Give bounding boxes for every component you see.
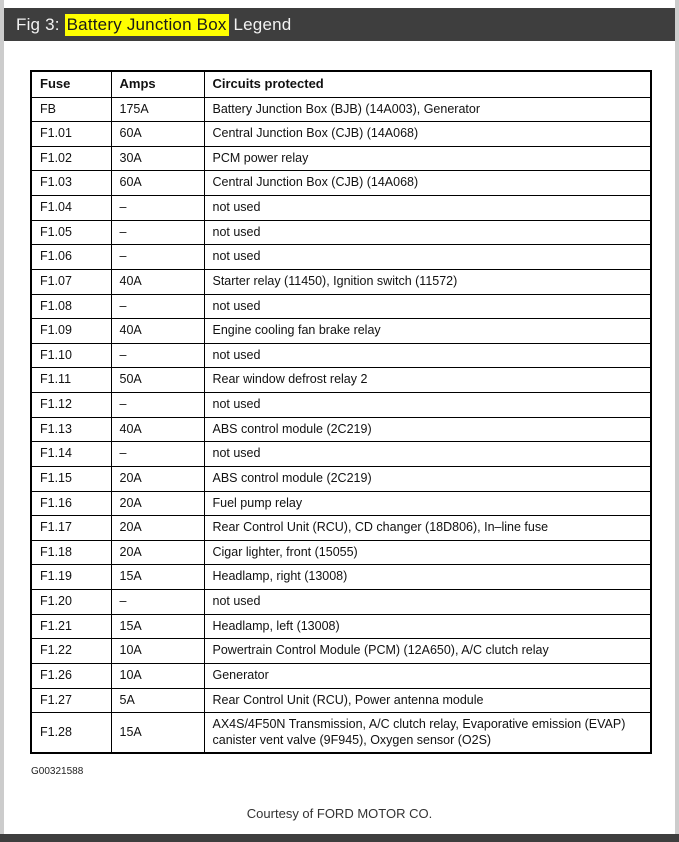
table-cell: PCM power relay — [204, 146, 651, 171]
table-cell: F1.03 — [31, 171, 111, 196]
table-row — [31, 688, 651, 713]
figure-title-suffix: Legend — [228, 14, 292, 34]
table-cell: Cigar lighter, front (15055) — [204, 540, 651, 565]
table-cell: Rear window defrost relay 2 — [204, 368, 651, 393]
table-cell: not used — [204, 196, 651, 221]
table-cell: FB — [31, 97, 111, 122]
column-header-amps: Amps — [111, 71, 204, 97]
table-cell: not used — [204, 343, 651, 368]
table-cell: 15A — [111, 565, 204, 590]
table-row — [31, 639, 651, 664]
table-row — [31, 220, 651, 245]
table-cell: F1.04 — [31, 196, 111, 221]
table-cell: F1.22 — [31, 639, 111, 664]
table-cell: F1.12 — [31, 393, 111, 418]
table-cell: 20A — [111, 466, 204, 491]
table-cell: 20A — [111, 491, 204, 516]
table-cell: F1.14 — [31, 442, 111, 467]
table-cell: F1.01 — [31, 122, 111, 147]
table-cell: Engine cooling fan brake relay — [204, 319, 651, 344]
courtesy-note: Courtesy of FORD MOTOR CO. — [246, 806, 433, 821]
table-cell: 175A — [111, 97, 204, 122]
table-cell: Generator — [204, 663, 651, 688]
table-cell: Fuel pump relay — [204, 491, 651, 516]
fuse-legend-table-wrap — [30, 70, 652, 754]
table-row — [31, 343, 651, 368]
fuse-table — [30, 70, 652, 754]
table-cell: F1.16 — [31, 491, 111, 516]
figure-title-bar — [4, 8, 675, 41]
table-row — [31, 491, 651, 516]
table-row — [31, 516, 651, 541]
table-cell: F1.26 — [31, 663, 111, 688]
table-cell: 60A — [111, 171, 204, 196]
table-cell: – — [111, 343, 204, 368]
table-cell: F1.18 — [31, 540, 111, 565]
table-cell: Headlamp, left (13008) — [204, 614, 651, 639]
table-row — [31, 245, 651, 270]
column-header-fuse: Fuse — [31, 71, 111, 97]
table-cell: F1.07 — [31, 269, 111, 294]
table-cell: 20A — [111, 516, 204, 541]
figure-id: G00321588 — [31, 766, 84, 777]
page-edge-left — [0, 0, 4, 842]
table-cell: Battery Junction Box (BJB) (14A003), Generator — [204, 97, 651, 122]
table-cell: not used — [204, 442, 651, 467]
table-row — [31, 393, 651, 418]
table-cell: F1.13 — [31, 417, 111, 442]
table-cell: F1.08 — [31, 294, 111, 319]
fuse-table-header — [31, 71, 651, 97]
table-cell: Central Junction Box (CJB) (14A068) — [204, 171, 651, 196]
table-row — [31, 590, 651, 615]
table-cell: Starter relay (11450), Ignition switch (11572) — [204, 269, 651, 294]
bottom-bar — [0, 834, 679, 842]
table-cell: not used — [204, 294, 651, 319]
table-cell: F1.11 — [31, 368, 111, 393]
table-cell: not used — [204, 220, 651, 245]
table-row — [31, 466, 651, 491]
table-cell: 10A — [111, 663, 204, 688]
table-row — [31, 171, 651, 196]
table-cell: F1.15 — [31, 466, 111, 491]
figure-title-prefix: Fig 3: — [16, 14, 65, 34]
table-row — [31, 146, 651, 171]
table-cell: 40A — [111, 319, 204, 344]
table-cell: 60A — [111, 122, 204, 147]
table-cell: 5A — [111, 688, 204, 713]
table-row — [31, 196, 651, 221]
table-cell: – — [111, 245, 204, 270]
table-cell: F1.10 — [31, 343, 111, 368]
table-cell: ABS control module (2C219) — [204, 466, 651, 491]
table-cell: – — [111, 220, 204, 245]
table-cell: Rear Control Unit (RCU), Power antenna module — [204, 688, 651, 713]
table-cell: 15A — [111, 713, 204, 754]
table-cell: not used — [204, 245, 651, 270]
page-edge-right — [675, 0, 679, 842]
table-cell: 15A — [111, 614, 204, 639]
table-row — [31, 565, 651, 590]
table-cell: – — [111, 294, 204, 319]
table-row — [31, 713, 651, 754]
table-row — [31, 663, 651, 688]
search-highlight: Battery Junction Box — [66, 14, 227, 34]
table-row — [31, 614, 651, 639]
table-cell: not used — [204, 393, 651, 418]
table-cell: 10A — [111, 639, 204, 664]
table-cell: 40A — [111, 417, 204, 442]
table-row — [31, 540, 651, 565]
table-cell: – — [111, 196, 204, 221]
table-cell: F1.06 — [31, 245, 111, 270]
table-cell: AX4S/4F50N Transmission, A/C clutch relay, Evaporative emission (EVAP) canister vent valve (9F945), Oxygen sensor (O2S) — [204, 713, 651, 754]
table-cell: F1.02 — [31, 146, 111, 171]
table-cell: 30A — [111, 146, 204, 171]
fuse-table-body — [31, 97, 651, 753]
table-cell: – — [111, 442, 204, 467]
table-cell: F1.20 — [31, 590, 111, 615]
table-row — [31, 319, 651, 344]
table-cell: F1.19 — [31, 565, 111, 590]
table-cell: F1.21 — [31, 614, 111, 639]
table-cell: not used — [204, 590, 651, 615]
table-row — [31, 122, 651, 147]
table-cell: F1.09 — [31, 319, 111, 344]
table-cell: – — [111, 590, 204, 615]
table-cell: F1.28 — [31, 713, 111, 754]
table-cell: 20A — [111, 540, 204, 565]
table-row — [31, 294, 651, 319]
table-row — [31, 442, 651, 467]
table-cell: – — [111, 393, 204, 418]
table-row — [31, 417, 651, 442]
table-row — [31, 269, 651, 294]
table-cell: Rear Control Unit (RCU), CD changer (18D806), In–line fuse — [204, 516, 651, 541]
table-row — [31, 368, 651, 393]
table-cell: Central Junction Box (CJB) (14A068) — [204, 122, 651, 147]
table-row — [31, 97, 651, 122]
table-cell: Headlamp, right (13008) — [204, 565, 651, 590]
table-cell: F1.05 — [31, 220, 111, 245]
table-cell: F1.17 — [31, 516, 111, 541]
table-cell: F1.27 — [31, 688, 111, 713]
table-cell: ABS control module (2C219) — [204, 417, 651, 442]
column-header-circuits: Circuits protected — [204, 71, 651, 97]
table-cell: 50A — [111, 368, 204, 393]
table-cell: Powertrain Control Module (PCM) (12A650), A/C clutch relay — [204, 639, 651, 664]
header-row — [31, 71, 651, 97]
table-cell: 40A — [111, 269, 204, 294]
